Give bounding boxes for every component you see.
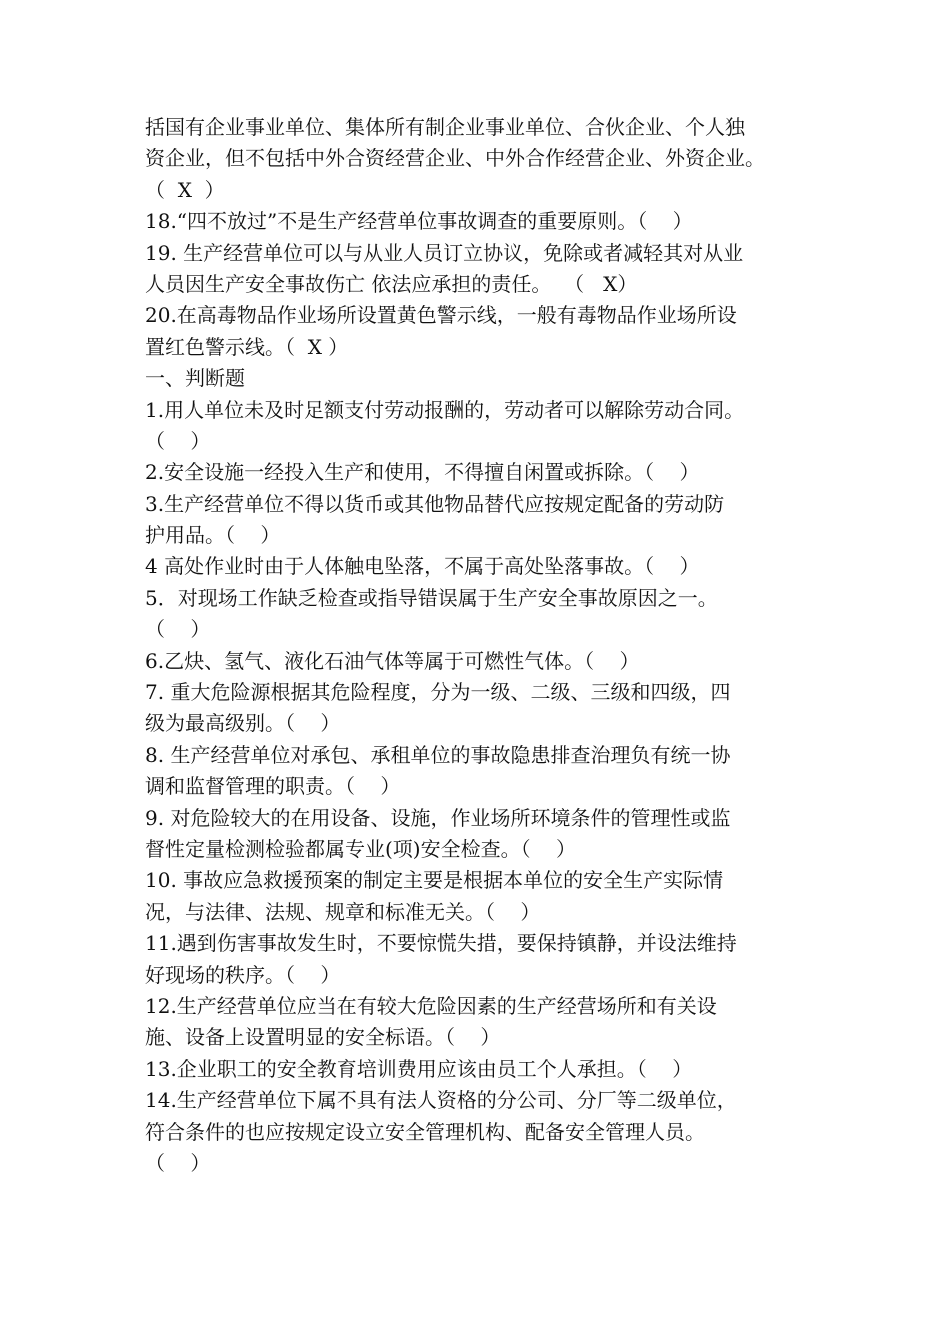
text-line-19: 7. 重大危险源根据其危险程度，分为一级、二级、三级和四级，四 (145, 680, 731, 705)
text-line-4: 18.“四不放过”不是生产经营单位事故调查的重要原则。（ ） (145, 209, 693, 234)
text-line-1: 括国有企业事业单位、集体所有制企业事业单位、合伙企业、个人独 (145, 115, 745, 139)
section-heading: 一、判断题 (145, 366, 245, 391)
text-line-12: 2.安全设施一经投入生产和使用，不得擅自闲置或拆除。（ ） (145, 460, 700, 485)
text-line-17: （ ） (145, 617, 211, 642)
text-line-8: 置红色警示线。（ X ） (145, 334, 349, 359)
text-line-20: 级为最高级别。（ ） (145, 711, 341, 736)
text-line-23: 9. 对危险较大的在用设备、设施，作业场所环境条件的管理性或监 (145, 805, 731, 830)
text-line-24: 督性定量检测检验都属专业(项)安全检查。（ ） (145, 836, 577, 861)
text-line-10: 1.用人单位未及时足额支付劳动报酬的，劳动者可以解除劳动合同。 (145, 397, 745, 422)
text-line-5: 19. 生产经营单位可以与从业人员订立协议，免除或者减轻其对从业 (145, 240, 744, 265)
text-line-30: 施、设备上设置明显的安全标语。（ ） (145, 1025, 501, 1050)
text-line-14: 护用品。（ ） (145, 523, 281, 548)
text-line-2: 资企业，但不包括中外合资经营企业、中外合作经营企业、外资企业。 (145, 146, 765, 171)
text-line-25: 10. 事故应急救援预案的制定主要是根据本单位的安全生产实际情 (145, 868, 724, 893)
text-line-7: 20.在高毒物品作业场所设置黄色警示线，一般有毒物品作业场所设 (145, 303, 737, 328)
text-line-31: 13.企业职工的安全教育培训费用应该由员工个人承担。（ ） (145, 1056, 693, 1081)
text-line-26: 况，与法律、法规、规章和标准无关。（ ） (145, 899, 541, 924)
text-line-32: 14.生产经营单位下属不具有法人资格的分公司、分厂等二级单位， (145, 1088, 737, 1113)
text-line-18: 6.乙炔、氢气、液化石油气体等属于可燃性气体。（ ） (145, 648, 640, 673)
text-line-29: 12.生产经营单位应当在有较大危险因素的生产经营场所和有关设 (145, 993, 717, 1018)
text-line-34: （ ） (145, 1150, 211, 1175)
text-line-6: 人员因生产安全事故伤亡 依法应承担的责任。 （ X） (145, 271, 638, 296)
text-line-21: 8. 生产经营单位对承包、承租单位的事故隐患排查治理负有统一协 (145, 742, 731, 767)
text-line-13: 3.生产经营单位不得以货币或其他物品替代应按规定配备的劳动防 (145, 491, 725, 516)
text-line-33: 符合条件的也应按规定设立安全管理机构、配备安全管理人员。 (145, 1119, 705, 1144)
document-body (145, 112, 813, 1179)
text-line-27: 11.遇到伤害事故发生时，不要惊慌失措，要保持镇静，并设法维持 (145, 931, 737, 956)
text-line-16: 5．对现场工作缺乏检查或指导错误属于生产安全事故原因之一。 (145, 585, 718, 610)
text-line-3: （ X ） (145, 177, 225, 202)
text-line-11: （ ） (145, 428, 211, 453)
text-line-22: 调和监督管理的职责。（ ） (145, 774, 401, 799)
text-line-15: 4 高处作业时由于人体触电坠落，不属于高处坠落事故。（ ） (145, 554, 700, 579)
text-line-28: 好现场的秩序。（ ） (145, 962, 341, 987)
